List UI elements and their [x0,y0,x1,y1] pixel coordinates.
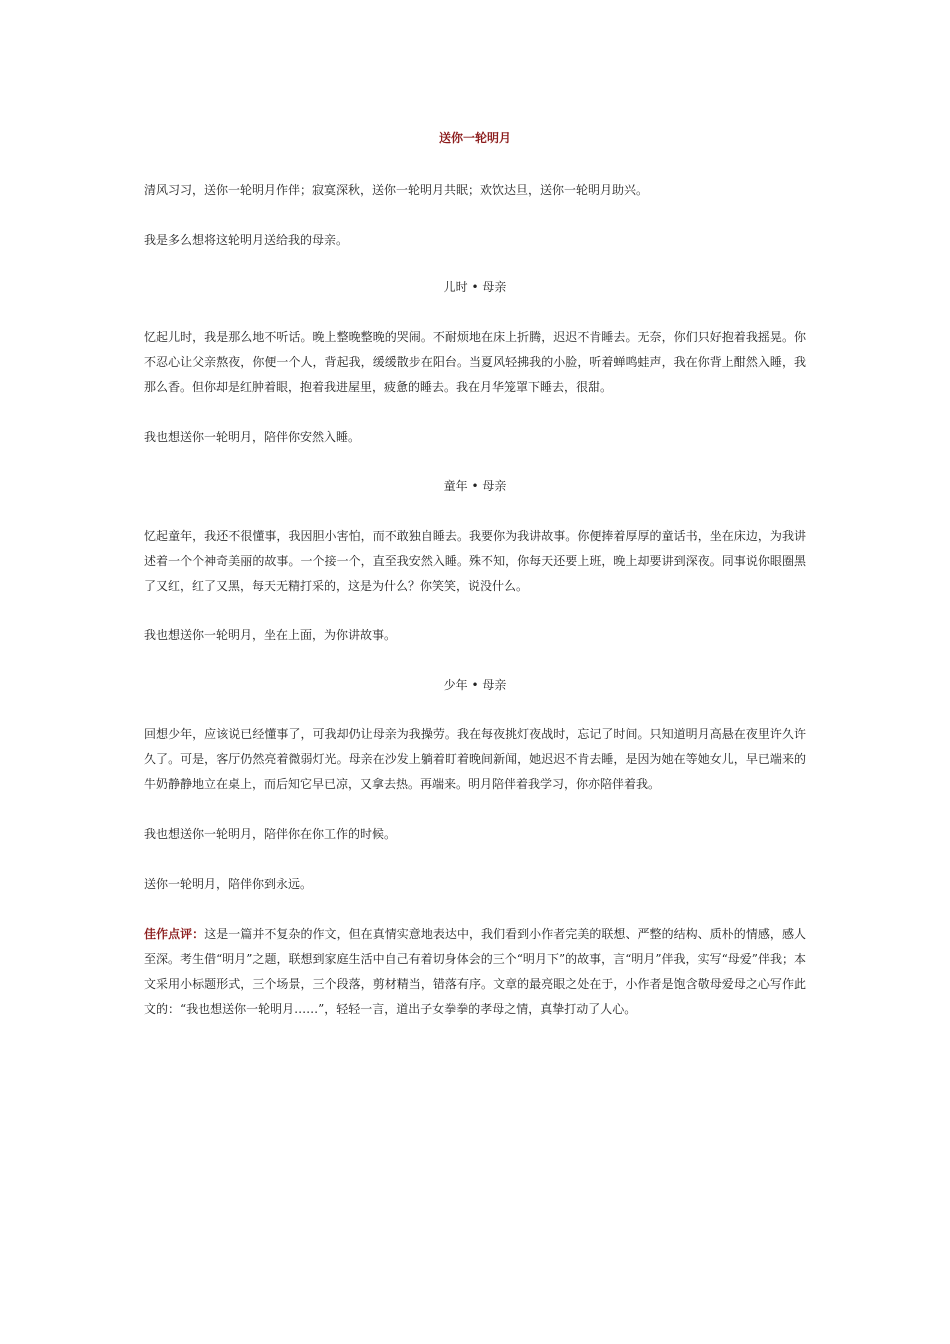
section-body-teen: 回想少年，应该说已经懂事了，可我却仍让母亲为我操劳。我在每夜挑灯夜战时，忘记了时间。只知道明月高悬在夜里许久许久了。可是，客厅仍然亮着微弱灯光。母亲在沙发上躺着盯着晚间新闻，她迟迟不肯去睡，是因为她在等她女儿，早已端来的牛奶静静地立在桌上，而后知它早已凉，又拿去热。再端来。明月陪伴着我学习，你亦陪伴着我。 [144,727,806,791]
comment-paragraph [144,922,806,1022]
section-heading-teen: 少年 • 母亲 [443,678,507,692]
section-body-childhood: 忆起儿时，我是那么地不听话。晚上整晚整晚的哭闹。不耐烦地在床上折腾，迟迟不肯睡去。无奈，你们只好抱着我摇晃。你不忍心让父亲熬夜，你便一个人，背起我，缓缓散步在阳台。当夏风轻拂我的小脸，听着蝉鸣蛙声，我在你背上酣然入睡，我那么香。但你却是红肿着眼，抱着我进屋里，疲惫的睡去。我在月华笼罩下睡去，很甜。 [144,330,806,394]
section-close-childhood: 我也想送你一轮明月，陪伴你安然入睡。 [144,430,361,444]
section-heading-childhood: 儿时 • 母亲 [443,280,507,294]
comment-label: 佳作点评： [144,927,205,941]
section-close-youth: 我也想送你一轮明月，坐在上面，为你讲故事。 [144,628,397,642]
essay-title: 送你一轮明月 [438,131,511,145]
section-heading-youth: 童年 • 母亲 [443,479,507,493]
ending-paragraph: 送你一轮明月，陪伴你到永远。 [144,877,313,891]
section-body-youth: 忆起童年，我还不很懂事，我因胆小害怕，而不敢独自睡去。我要你为我讲故事。你便捧着厚厚的童话书，坐在床边，为我讲述着一个个神奇美丽的故事。一个接一个，直至我安然入睡。殊不知，你每天还要上班，晚上却要讲到深夜。同事说你眼圈黑了又红，红了又黑，每天无精打采的，这是为什么？你笑笑，说没什么。 [144,529,806,593]
intro-paragraph: 清风习习，送你一轮明月作伴；寂寞深秋，送你一轮明月共眠；欢饮达旦，送你一轮明月助兴。 [144,183,649,197]
comment-text: 这是一篇并不复杂的作文，但在真情实意地表达中，我们看到小作者完美的联想、严整的结构、质朴的情感，感人至深。考生借“明月”之题，联想到家庭生活中自己有着切身体会的三个“明月下”的故事，言“明月”伴我，实写“母爱”伴我；本文采用小标题形式，三个场景，三个段落，剪材精当，错落有序。文章的最亮眼之处在于，小作者是饱含敬母爱母之心写作此文的：“我也想送你一轮明月……”，轻轻一言，道出子女拳拳的孝母之情，真挚打动了人心。 [144,927,806,1016]
wish-paragraph: 我是多么想将这轮明月送给我的母亲。 [144,233,349,247]
section-close-teen: 我也想送你一轮明月，陪伴你在你工作的时候。 [144,827,397,841]
